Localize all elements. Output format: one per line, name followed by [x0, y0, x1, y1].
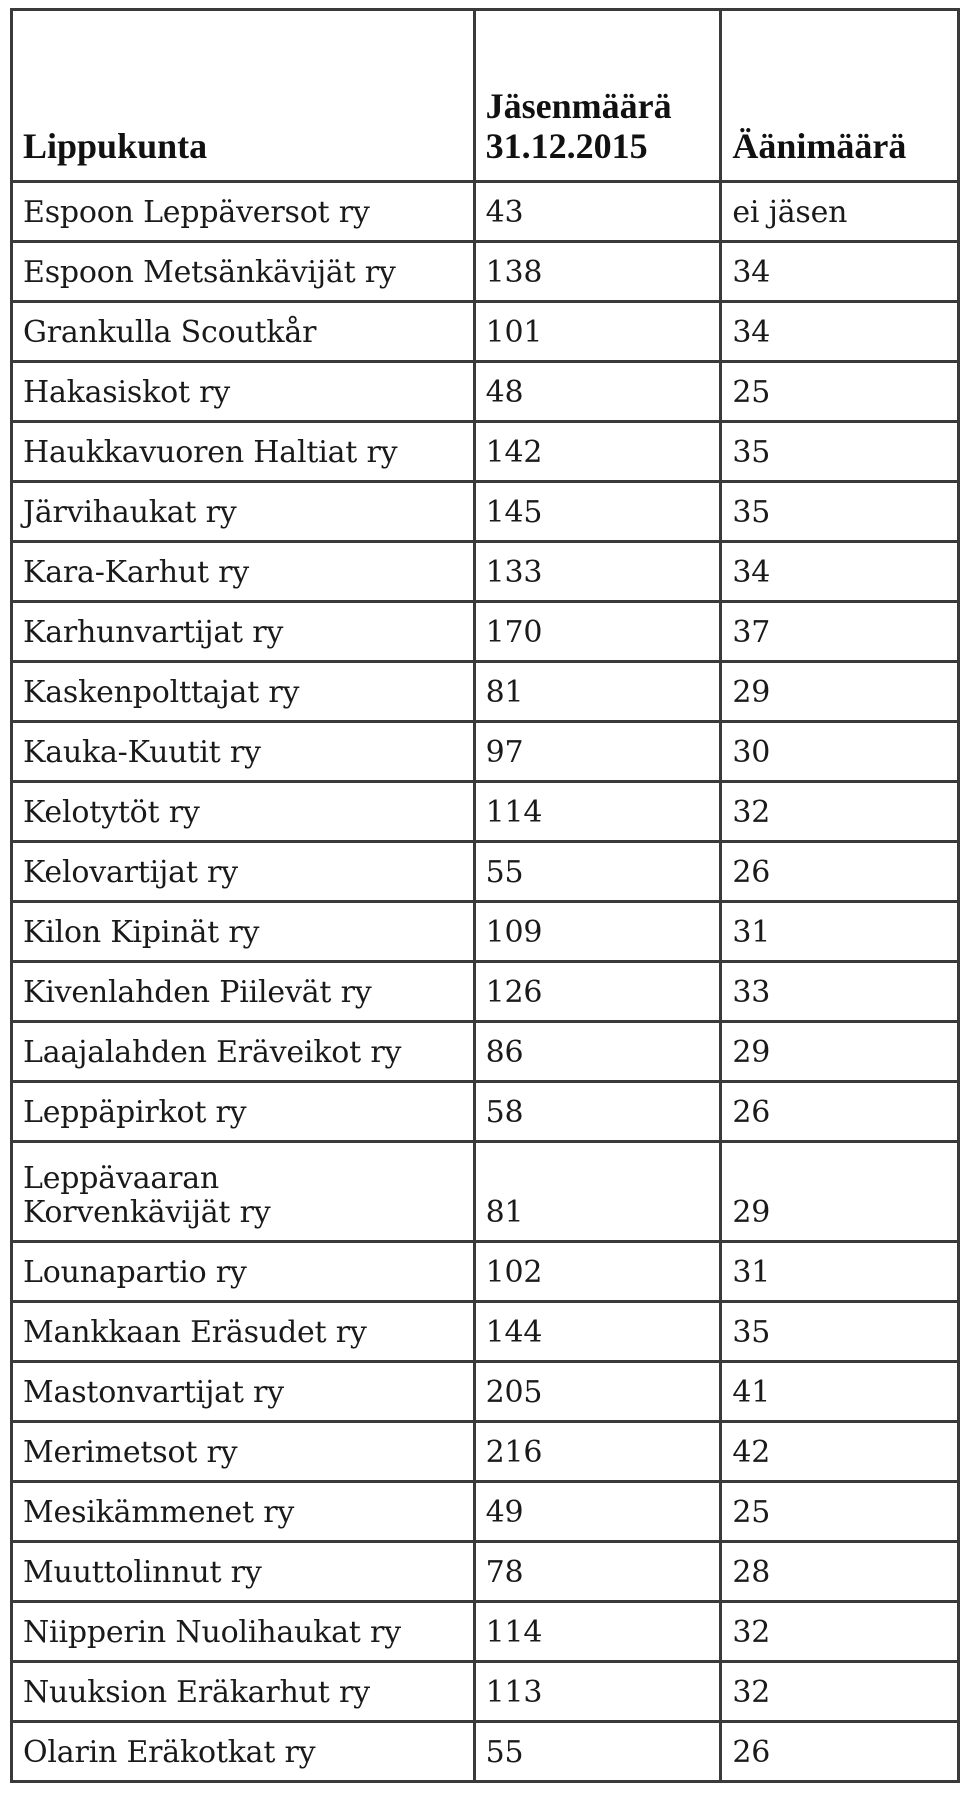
table-row: [12, 1142, 959, 1242]
table-row: [12, 1022, 959, 1082]
cell-lippukunta: Kaskenpolttajat ry: [12, 662, 475, 722]
header-row: [12, 10, 959, 182]
cell-jasenmaara: 58: [474, 1082, 721, 1142]
cell-jasenmaara: 113: [474, 1662, 721, 1722]
cell-jasenmaara: 101: [474, 302, 721, 362]
table-row: [12, 242, 959, 302]
cell-aanimaara: 29: [721, 1142, 959, 1242]
cell-lippukunta: Kara-Karhut ry: [12, 542, 475, 602]
header-jasenmaara: [474, 10, 721, 182]
cell-lippukunta: Mastonvartijat ry: [12, 1362, 475, 1422]
cell-aanimaara: 32: [721, 1662, 959, 1722]
cell-aanimaara: 34: [721, 242, 959, 302]
cell-jasenmaara: 102: [474, 1242, 721, 1302]
cell-aanimaara: 33: [721, 962, 959, 1022]
cell-jasenmaara: 142: [474, 422, 721, 482]
cell-lippukunta: Laajalahden Eräveikot ry: [12, 1022, 475, 1082]
cell-lippukunta-line1: Leppävaaran: [23, 1161, 220, 1196]
table-row: [12, 662, 959, 722]
cell-aanimaara: 35: [721, 482, 959, 542]
table-row: [12, 1602, 959, 1662]
table-row: [12, 362, 959, 422]
cell-aanimaara: 31: [721, 1242, 959, 1302]
table-row: [12, 902, 959, 962]
cell-lippukunta: Kelotytöt ry: [12, 782, 475, 842]
cell-lippukunta: Kivenlahden Piilevät ry: [12, 962, 475, 1022]
table-row: [12, 1302, 959, 1362]
table-row: [12, 1422, 959, 1482]
cell-lippukunta: Mankkaan Eräsudet ry: [12, 1302, 475, 1362]
cell-jasenmaara: 145: [474, 482, 721, 542]
table-row: [12, 1362, 959, 1422]
cell-jasenmaara: 205: [474, 1362, 721, 1422]
table-row: [12, 1242, 959, 1302]
cell-lippukunta: Kelovartijat ry: [12, 842, 475, 902]
cell-jasenmaara: 49: [474, 1482, 721, 1542]
table-row: [12, 182, 959, 242]
cell-lippukunta: Nuuksion Eräkarhut ry: [12, 1662, 475, 1722]
cell-lippukunta: Espoon Metsänkävijät ry: [12, 242, 475, 302]
cell-jasenmaara: 216: [474, 1422, 721, 1482]
cell-aanimaara: 26: [721, 842, 959, 902]
cell-lippukunta: Merimetsot ry: [12, 1422, 475, 1482]
cell-lippukunta: Muuttolinnut ry: [12, 1542, 475, 1602]
cell-jasenmaara: 86: [474, 1022, 721, 1082]
cell-jasenmaara: 55: [474, 1722, 721, 1782]
cell-jasenmaara: 81: [474, 662, 721, 722]
cell-jasenmaara: 114: [474, 782, 721, 842]
cell-aanimaara: 30: [721, 722, 959, 782]
cell-lippukunta: Karhunvartijat ry: [12, 602, 475, 662]
cell-aanimaara: ei jäsen: [721, 182, 959, 242]
cell-aanimaara: 28: [721, 1542, 959, 1602]
cell-aanimaara: 37: [721, 602, 959, 662]
cell-jasenmaara: 55: [474, 842, 721, 902]
cell-aanimaara: 34: [721, 302, 959, 362]
table-row: [12, 1662, 959, 1722]
cell-aanimaara: 29: [721, 1022, 959, 1082]
cell-lippukunta: Niipperin Nuolihaukat ry: [12, 1602, 475, 1662]
cell-jasenmaara: 114: [474, 1602, 721, 1662]
cell-jasenmaara: 138: [474, 242, 721, 302]
cell-lippukunta: Kilon Kipinät ry: [12, 902, 475, 962]
member-votes-table: [10, 8, 960, 1783]
table-row: [12, 1482, 959, 1542]
cell-aanimaara: 26: [721, 1722, 959, 1782]
cell-aanimaara: 32: [721, 1602, 959, 1662]
cell-aanimaara: 29: [721, 662, 959, 722]
header-lippukunta: Lippukunta: [12, 10, 475, 182]
cell-jasenmaara: 170: [474, 602, 721, 662]
cell-lippukunta: Haukkavuoren Haltiat ry: [12, 422, 475, 482]
cell-aanimaara: 32: [721, 782, 959, 842]
table-row: [12, 1722, 959, 1782]
table-row: [12, 302, 959, 362]
cell-aanimaara: 25: [721, 1482, 959, 1542]
cell-jasenmaara: 78: [474, 1542, 721, 1602]
cell-jasenmaara: 81: [474, 1142, 721, 1242]
table-row: [12, 962, 959, 1022]
cell-aanimaara: 41: [721, 1362, 959, 1422]
cell-aanimaara: 42: [721, 1422, 959, 1482]
cell-lippukunta: Kauka-Kuutit ry: [12, 722, 475, 782]
table-row: [12, 542, 959, 602]
header-jasenmaara-line1: Jäsenmäärä: [485, 86, 672, 126]
table-row: [12, 1082, 959, 1142]
header-jasenmaara-date: 31.12.2015: [485, 126, 648, 166]
cell-aanimaara: 35: [721, 422, 959, 482]
cell-lippukunta: Grankulla Scoutkår: [12, 302, 475, 362]
cell-lippukunta: Hakasiskot ry: [12, 362, 475, 422]
cell-jasenmaara: 126: [474, 962, 721, 1022]
cell-lippukunta-line2: Korvenkävijät ry: [23, 1195, 271, 1230]
cell-aanimaara: 25: [721, 362, 959, 422]
cell-lippukunta: Mesikämmenet ry: [12, 1482, 475, 1542]
table-row: [12, 482, 959, 542]
cell-aanimaara: 34: [721, 542, 959, 602]
cell-lippukunta: Lounapartio ry: [12, 1242, 475, 1302]
cell-aanimaara: 35: [721, 1302, 959, 1362]
table-row: [12, 842, 959, 902]
table-row: [12, 782, 959, 842]
cell-aanimaara: 31: [721, 902, 959, 962]
cell-aanimaara: 26: [721, 1082, 959, 1142]
table-row: [12, 1542, 959, 1602]
cell-lippukunta: [12, 1142, 475, 1242]
cell-jasenmaara: 133: [474, 542, 721, 602]
table-row: [12, 602, 959, 662]
table-row: [12, 722, 959, 782]
cell-jasenmaara: 97: [474, 722, 721, 782]
cell-jasenmaara: 48: [474, 362, 721, 422]
cell-lippukunta: Leppäpirkot ry: [12, 1082, 475, 1142]
cell-lippukunta: Järvihaukat ry: [12, 482, 475, 542]
cell-lippukunta: Espoon Leppäversot ry: [12, 182, 475, 242]
cell-lippukunta: Olarin Eräkotkat ry: [12, 1722, 475, 1782]
cell-jasenmaara: 43: [474, 182, 721, 242]
header-aanimaara: Äänimäärä: [721, 10, 959, 182]
cell-jasenmaara: 109: [474, 902, 721, 962]
table-row: [12, 422, 959, 482]
cell-jasenmaara: 144: [474, 1302, 721, 1362]
